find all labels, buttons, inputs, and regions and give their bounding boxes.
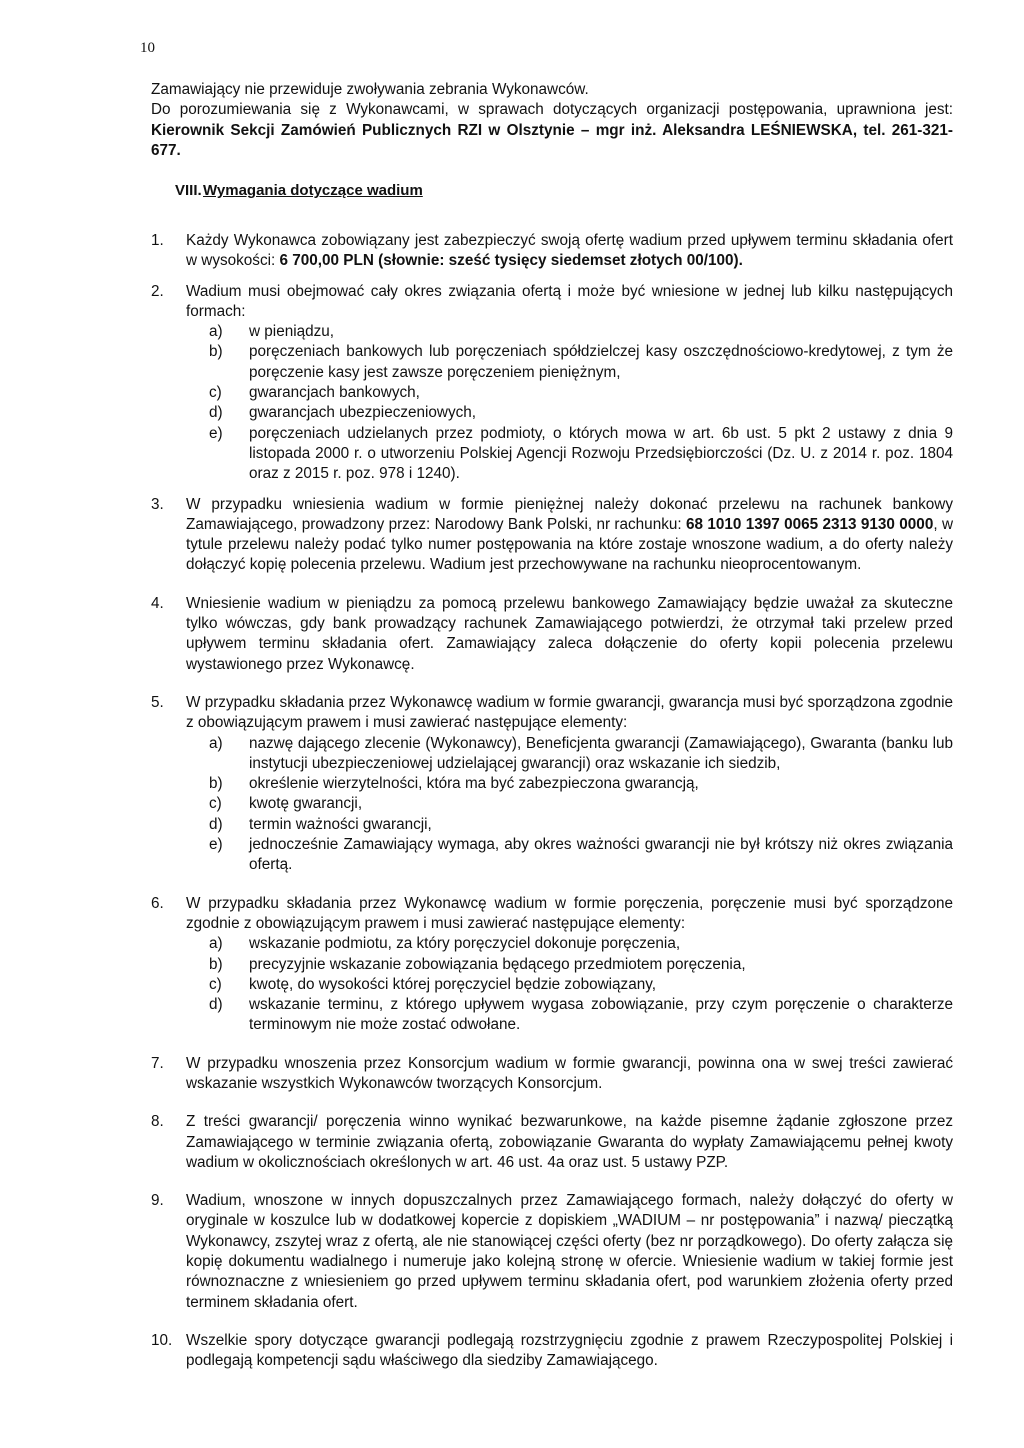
sub-list [186, 734, 953, 876]
list-item-number: 8. [151, 1113, 164, 1131]
sub-item-a [186, 934, 953, 954]
sub-item-b [186, 955, 953, 975]
sub-item-text: gwarancjach bankowych, [249, 384, 420, 402]
sub-item-a [186, 322, 953, 342]
section-heading [175, 181, 423, 201]
list-item-text-end: , w tytule przelewu należy podać tylko numer postępowania na które zostaje wnoszone wadium, a do oferty należy dołączyć kopię polecenia przelewu. Wadium jest przechowywane na rachunku nieoprocentowanym. [186, 515, 953, 574]
sub-item-text: poręczeniach bankowych lub poręczeniach spółdzielczej kasy oszczędnościowo-kredytowej, z tym że poręczenie kasy jest zawsze poręczeniem pieniężnym, [249, 343, 953, 381]
list-item-7 [151, 1054, 953, 1095]
list-item-text: Z treści gwarancji/ poręczenia winno wynikać bezwarunkowe, na każde pisemne żądanie zgłoszone przez Zamawiającego w terminie związania ofertą, zobowiązanie Gwaranta do wypłaty Zamawiającemu pełnej kwoty wadium w okolicznościach określonych w art. 46 ust. 4a oraz ust. 5 ustawy PZP. [186, 1113, 953, 1171]
sub-item-text: określenie wierzytelności, która ma być zabezpieczona gwarancją, [249, 775, 699, 793]
list-item-8 [151, 1112, 953, 1173]
sub-item-text: w pieniądzu, [249, 323, 335, 341]
list-item-text: W przypadku wnoszenia przez Konsorcjum wadium w formie gwarancji, powinna ona w swej treści zawierać wskazanie wszystkich Wykonawców tworzących Konsorcjum. [186, 1054, 953, 1092]
sub-item-d [186, 403, 953, 423]
list-item-9 [151, 1191, 953, 1313]
list-item-number: 2. [151, 282, 164, 300]
list-item-5 [151, 693, 953, 876]
list-item-text: Wadium musi obejmować cały okres związania ofertą i może być wniesione w jednej lub kilku następujących formach: [186, 282, 953, 320]
list-item-text: W przypadku składania przez Wykonawcę wadium w formie poręczenia, poręczenie musi być sporządzone zgodnie z obowiązującym prawem i musi zawierać następujące elementy: [186, 894, 953, 932]
page-number: 10 [140, 40, 155, 56]
sub-item-text: poręczeniach udzielanych przez podmioty, o których mowa w art. 6b ust. 5 pkt 2 ustawy z dnia 9 listopada 2000 r. o utworzeniu Polskiej Agencji Rozwoju Przedsiębiorczości (Dz. U. z 2014 r. poz. 1804 oraz z 2015 r. poz. 978 i 1240). [249, 424, 953, 483]
list-item-number: 5. [151, 693, 164, 711]
list-item-text: W przypadku wniesienia wadium w formie pieniężnej należy dokonać przelewu na rachunek bankowy Zamawiającego, prowadzony przez: Narodowy Bank Polski, nr rachunku: [186, 495, 953, 533]
sub-item-c [186, 975, 953, 995]
sub-list [186, 322, 953, 484]
sub-item-text: termin ważności gwarancji, [249, 815, 432, 833]
list-item-number: 9. [151, 1192, 164, 1210]
intro-paragraph-2-text: Do porozumiewania się z Wykonawcami, w sprawach dotyczących organizacji postępowania, uprawniona jest: [151, 101, 953, 119]
sub-item-letter: a) [209, 935, 223, 953]
sub-item-text: kwotę, do wysokości której poręczyciel będzie zobowiązany, [249, 975, 656, 993]
list-item-text: Wadium, wnoszone w innych dopuszczalnych przez Zamawiającego formach, należy dołączyć do oferty w oryginale w koszulce lub w dodatkowej kopercie z dopiskiem „WADIUM – nr postępowania” i nazwą/ pieczątką Wykonawcy, zszytej wraz z ofertą, ale nie stanowiącej części oferty (bez nr porządkowego). Do oferty załącza się kopię dokumentu wadialnego i numeruje jako kolejną stronę w ofercie. Wniesienie wadium w takiej formie jest równoznaczne z wniesieniem go przed upływem terminu składania ofert, pod warunkiem złożenia oferty przed terminem składania ofert. [186, 1192, 953, 1311]
list-item-number: 6. [151, 894, 164, 912]
sub-item-letter: d) [209, 815, 223, 833]
list-item-2 [151, 282, 953, 485]
sub-item-letter: b) [209, 955, 223, 973]
sub-item-d [186, 815, 953, 835]
sub-item-text: nazwę dającego zlecenie (Wykonawcy), Beneficjenta gwarancji (Zamawiającego), Gwaranta (banku lub instytucji ubezpieczeniowej udzielającej gwarancji) oraz wskazanie ich siedzib, [249, 734, 953, 772]
list-item-text: Wniesienie wadium w pieniądzu za pomocą przelewu bankowego Zamawiający będzie uważał za skuteczne tylko wówczas, gdy bank prowadzący rachunek Zamawiającego potwierdzi, że otrzymał taki przelew przed upływem terminu składania ofert. Zamawiający zaleca dołączenie do oferty kopii polecenia przelewu wystawionego przez Wykonawcę. [186, 594, 953, 673]
sub-item-letter: d) [209, 996, 223, 1014]
sub-item-text: gwarancjach ubezpieczeniowych, [249, 404, 477, 422]
list-item-3 [151, 495, 953, 576]
intro-paragraph-1: Zamawiający nie przewiduje zwoływania zebrania Wykonawców. [151, 81, 589, 98]
intro-paragraph-2 [151, 100, 953, 161]
section-number: VIII. [175, 182, 202, 199]
list-item-text: Wszelkie spory dotyczące gwarancji podlegają rozstrzygnięciu zgodnie z prawem Rzeczypospolitej Polskiej i podlegają kompetencji sądu właściwego dla siedziby Zamawiającego. [186, 1331, 953, 1370]
sub-item-letter: c) [209, 795, 222, 813]
sub-item-a [186, 734, 953, 775]
section-title: Wymagania dotyczące wadium [203, 182, 423, 199]
sub-item-d [186, 995, 953, 1036]
sub-list [186, 934, 953, 1035]
sub-item-letter: e) [209, 424, 223, 442]
sub-item-text: jednocześnie Zamawiający wymaga, aby okres ważności gwarancji nie był krótszy niż okres związania ofertą. [249, 836, 953, 874]
list-item-number: 4. [151, 594, 164, 612]
sub-item-c [186, 794, 953, 814]
sub-item-letter: a) [209, 323, 223, 341]
sub-item-b [186, 342, 953, 383]
list-item-number: 7. [151, 1054, 164, 1072]
list-item-number: 3. [151, 495, 164, 513]
wadium-amount: 6 700,00 PLN (słownie: sześć tysięcy siedemset złotych 00/100). [279, 252, 743, 270]
sub-item-text: kwotę gwarancji, [249, 795, 363, 813]
list-item-text: Każdy Wykonawca zobowiązany jest zabezpieczyć swoją ofertę wadium przed upływem terminu składania ofert w wysokości: [186, 232, 953, 270]
list-item-number: 1. [151, 232, 164, 249]
sub-item-c [186, 383, 953, 403]
sub-item-text: wskazanie podmiotu, za który poręczyciel dokonuje poręczenia, [249, 935, 681, 953]
list-item-10 [151, 1331, 953, 1372]
sub-item-e [186, 424, 953, 485]
sub-item-text: precyzyjnie wskazanie zobowiązania będącego przedmiotem poręczenia, [249, 955, 746, 973]
list-item-6 [151, 894, 953, 1036]
sub-item-letter: e) [209, 836, 223, 854]
sub-item-text: wskazanie terminu, z którego upływem wygasa zobowiązanie, przy czym poręczenie o charakterze terminowym nie może zostać odwołane. [249, 996, 953, 1034]
list-item-4 [151, 594, 953, 675]
list-item-number: 10. [151, 1331, 173, 1349]
sub-item-e [186, 835, 953, 876]
sub-item-letter: c) [209, 384, 222, 402]
sub-item-letter: b) [209, 775, 223, 793]
intro-block [151, 80, 953, 161]
list-item-text: W przypadku składania przez Wykonawcę wadium w formie gwarancji, gwarancja musi być sporządzona zgodnie z obowiązującym prawem i musi zawierać następujące elementy: [186, 693, 953, 732]
sub-item-letter: a) [209, 734, 223, 752]
contact-person: Kierownik Sekcji Zamówień Publicznych RZI w Olsztynie – mgr inż. Aleksandra LEŚNIEWSKA, tel. 261-321-677. [151, 121, 953, 159]
sub-item-letter: b) [209, 343, 223, 361]
sub-item-b [186, 774, 953, 794]
list-item-1 [151, 231, 953, 272]
sub-item-letter: c) [209, 975, 222, 993]
sub-item-letter: d) [209, 404, 223, 422]
bank-account-number: 68 1010 1397 0065 2313 9130 0000 [685, 515, 934, 533]
requirements-list [151, 231, 953, 1372]
